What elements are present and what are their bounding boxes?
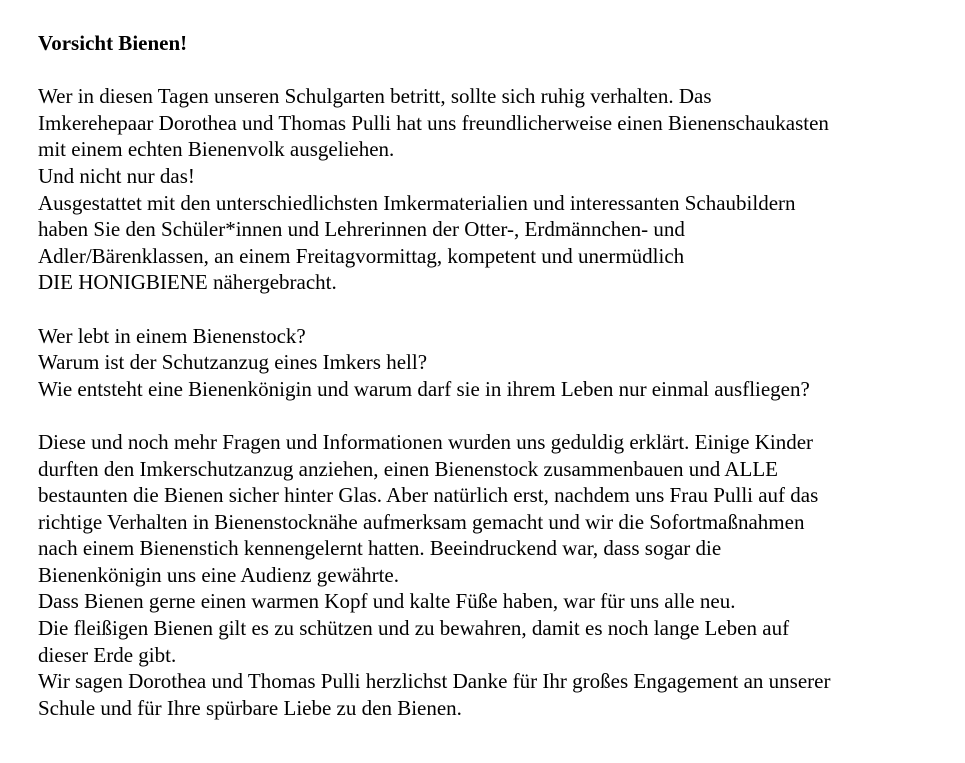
question-line: Wie entsteht eine Bienenkönigin und warum darf sie in ihrem Leben nur einmal ausfliegen?: [38, 376, 810, 401]
text-line: Schule und für Ihre spürbare Liebe zu den Bienen.: [38, 695, 462, 720]
question-line: Warum ist der Schutzanzug eines Imkers hell?: [38, 350, 428, 375]
text-line: Bienenkönigin uns eine Audienz gewährte.: [38, 562, 399, 587]
text-line: Ausgestattet mit den unterschiedlichsten Imkermaterialien und interessanten Schaubildern: [38, 190, 796, 215]
text-line: Wir sagen Dorothea und Thomas Pulli herzlichst Danke für Ihr großes Engagement an unserer: [38, 669, 831, 694]
text-line: Imkerehepaar Dorothea und Thomas Pulli hat uns freundlicherweise einen Bienenschaukasten: [38, 110, 829, 135]
text-line: durften den Imkerschutzanzug anziehen, einen Bienenstock zusammenbauen und ALLE: [38, 456, 778, 481]
paragraph-questions: [38, 323, 948, 403]
text-line: mit einem echten Bienenvolk ausgeliehen.: [38, 137, 395, 162]
text-line: Dass Bienen gerne einen warmen Kopf und kalte Füße haben, war für uns alle neu.: [38, 589, 736, 614]
text-line: Und nicht nur das!: [38, 163, 195, 188]
text-line: Adler/Bärenklassen, an einem Freitagvormittag, kompetent und unermüdlich: [38, 243, 685, 268]
document-title: Vorsicht Bienen!: [38, 31, 188, 55]
text-line: Diese und noch mehr Fragen und Informationen wurden uns geduldig erklärt. Einige Kinder: [38, 429, 814, 454]
text-line: Die fleißigen Bienen gilt es zu schützen und zu bewahren, damit es noch lange Leben auf: [38, 616, 790, 641]
text-line: Wer in diesen Tagen unseren Schulgarten betritt, sollte sich ruhig verhalten. Das: [38, 84, 712, 109]
question-line: Wer lebt in einem Bienenstock?: [38, 323, 306, 348]
text-line: richtige Verhalten in Bienenstocknähe aufmerksam gemacht und wir die Sofortmaßnahmen: [38, 509, 805, 534]
document-page: [38, 30, 948, 721]
text-line: dieser Erde gibt.: [38, 642, 177, 667]
paragraph-report: [38, 429, 948, 722]
text-line: haben Sie den Schüler*innen und Lehrerinnen der Otter-, Erdmännchen- und: [38, 217, 685, 242]
text-line: bestaunten die Bienen sicher hinter Glas. Aber natürlich erst, nachdem uns Frau Pulli auf das: [38, 483, 819, 508]
text-line: DIE HONIGBIENE nähergebracht.: [38, 270, 337, 295]
paragraph-intro: [38, 83, 948, 296]
text-line: nach einem Bienenstich kennengelernt hatten. Beeindruckend war, dass sogar die: [38, 536, 722, 561]
